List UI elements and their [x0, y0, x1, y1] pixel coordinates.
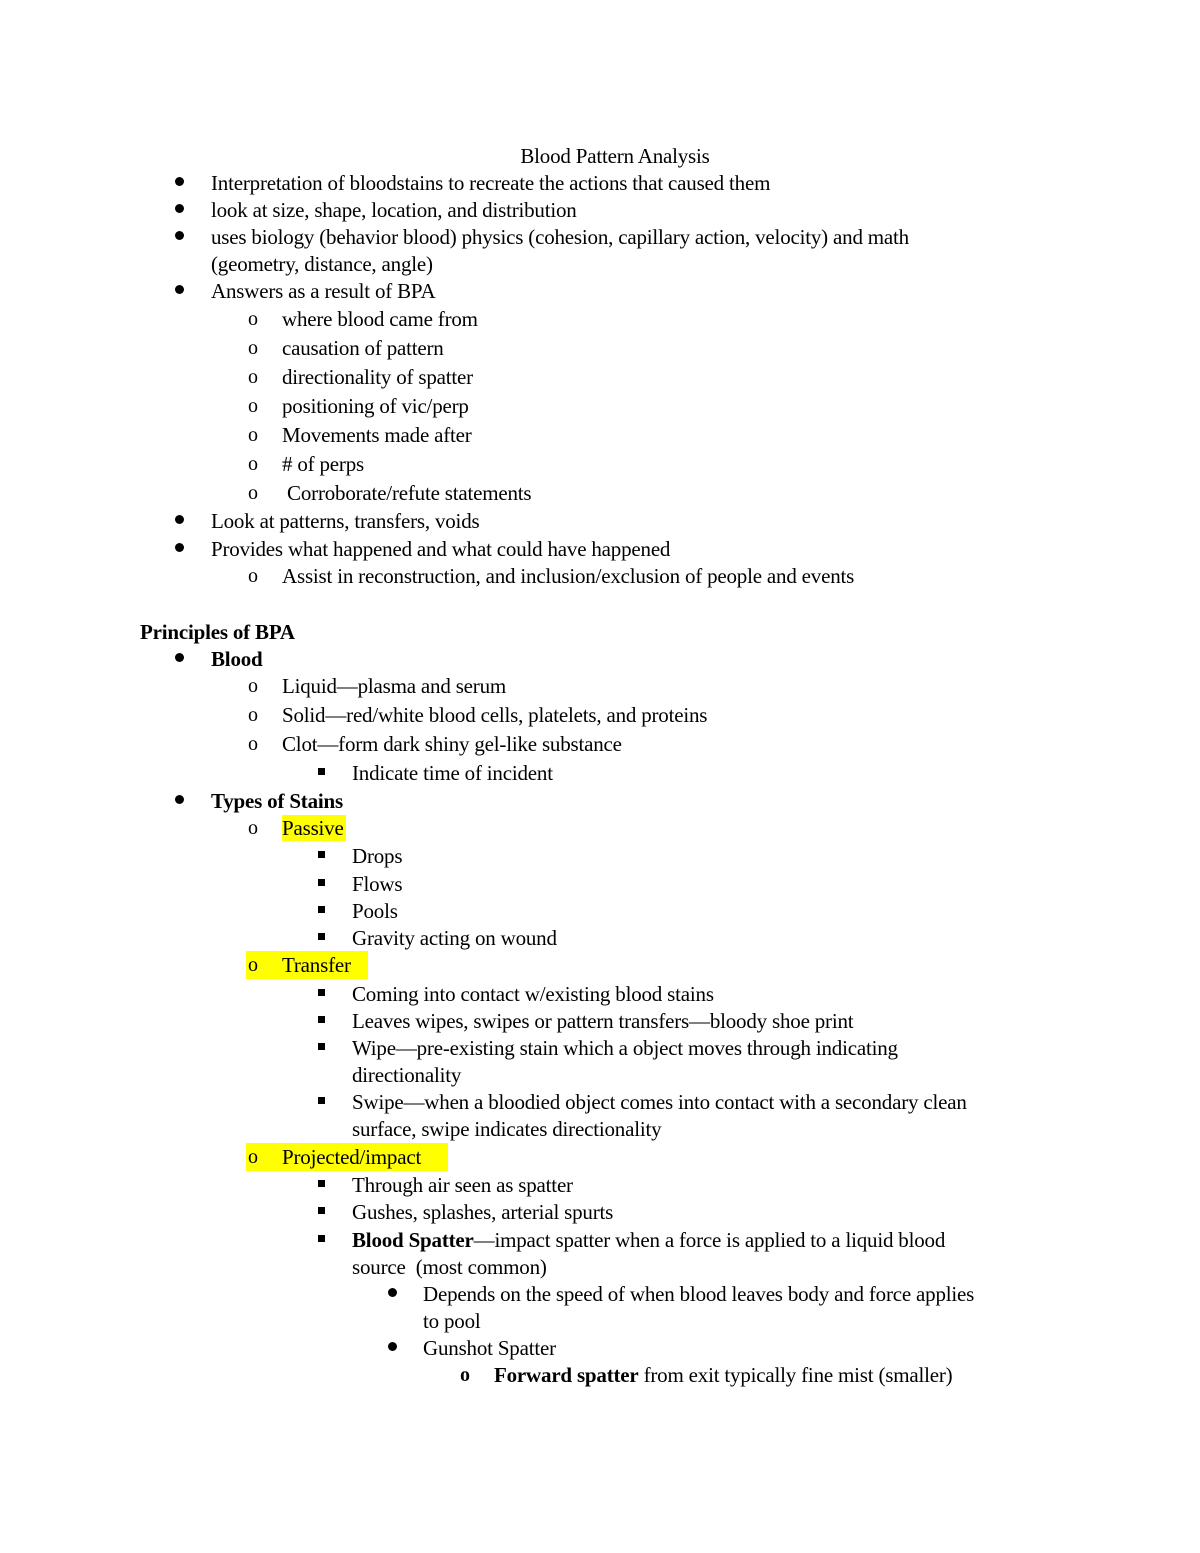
circle-marker: o [248, 1146, 258, 1168]
square-marker [318, 1097, 325, 1104]
bullet-marker [388, 1342, 397, 1351]
bullet-marker [175, 177, 184, 186]
intro-item: Provides what happened and what could have happened [211, 537, 671, 561]
square-marker [318, 1043, 325, 1050]
transfer-item: Leaves wipes, swipes or pattern transfers—bloody shoe print [352, 1009, 854, 1033]
spatter-item-continued: source (most common) [352, 1255, 547, 1279]
bullet-marker [175, 543, 184, 552]
circle-marker: o [248, 704, 258, 726]
bullet-marker [175, 653, 184, 662]
intro-item: Answers as a result of BPA [211, 279, 436, 303]
answer-item: # of perps [282, 452, 364, 476]
transfer-label: Transfer [282, 953, 351, 977]
answer-item: positioning of vic/perp [282, 394, 469, 418]
spatter-definition: —impact spatter when a force is applied to a liquid blood [473, 1228, 946, 1252]
transfer-item: Swipe—when a bloodied object comes into contact with a secondary clean [352, 1090, 967, 1114]
circle-marker: o [248, 366, 258, 388]
depends-item: Depends on the speed of when blood leaves body and force applies [423, 1282, 975, 1306]
page-title: Blood Pattern Analysis [520, 144, 710, 168]
bullet-marker [175, 515, 184, 524]
answer-item: causation of pattern [282, 336, 444, 360]
stains-heading: Types of Stains [211, 789, 343, 813]
square-marker [318, 1235, 325, 1242]
circle-marker: o [248, 482, 258, 504]
passive-item: Pools [352, 899, 398, 923]
square-marker [318, 1016, 325, 1023]
transfer-item-continued: directionality [352, 1063, 462, 1087]
bullet-marker [175, 795, 184, 804]
spatter-item [352, 1227, 945, 1253]
circle-marker: o [248, 954, 258, 976]
blood-item: Solid—red/white blood cells, platelets, and proteins [282, 703, 708, 727]
answer-item: directionality of spatter [282, 365, 473, 389]
circle-marker: o [248, 395, 258, 417]
circle-marker: o [248, 733, 258, 755]
square-marker [318, 1207, 325, 1214]
projected-item: Through air seen as spatter [352, 1173, 573, 1197]
gunshot-item: Gunshot Spatter [423, 1336, 556, 1360]
blood-item: Liquid—plasma and serum [282, 674, 507, 698]
circle-marker: o [460, 1364, 470, 1386]
forward-spatter-term: Forward spatter [494, 1363, 639, 1387]
transfer-item-continued: surface, swipe indicates directionality [352, 1117, 662, 1141]
circle-marker: o [248, 337, 258, 359]
forward-spatter-item [494, 1362, 952, 1388]
answer-item: where blood came from [282, 307, 478, 331]
circle-marker: o [248, 453, 258, 475]
square-marker [318, 989, 325, 996]
section-heading: Principles of BPA [140, 620, 295, 644]
blood-heading: Blood [211, 647, 263, 671]
square-marker [318, 906, 325, 913]
square-marker [318, 879, 325, 886]
answer-item: Movements made after [282, 423, 472, 447]
transfer-item: Coming into contact w/existing blood stains [352, 982, 714, 1006]
passive-item: Drops [352, 844, 403, 868]
square-marker [318, 933, 325, 940]
passive-label: Passive [282, 816, 344, 840]
bullet-marker [388, 1288, 397, 1297]
bullet-marker [175, 285, 184, 294]
circle-marker: o [248, 424, 258, 446]
circle-marker: o [248, 565, 258, 587]
square-marker [318, 768, 325, 775]
forward-spatter-definition: from exit typically fine mist (smaller) [638, 1363, 953, 1387]
transfer-item: Wipe—pre-existing stain which a object moves through indicating [352, 1036, 898, 1060]
intro-item: look at size, shape, location, and distribution [211, 198, 577, 222]
square-marker [318, 1180, 325, 1187]
intro-item: Interpretation of bloodstains to recreate the actions that caused them [211, 171, 771, 195]
projected-item: Gushes, splashes, arterial spurts [352, 1200, 614, 1224]
depends-item-continued: to pool [423, 1309, 481, 1333]
answer-item: Corroborate/refute statements [282, 481, 532, 505]
intro-item: Look at patterns, transfers, voids [211, 509, 480, 533]
blood-item: Clot—form dark shiny gel-like substance [282, 732, 622, 756]
spatter-term: Blood Spatter [352, 1228, 474, 1252]
intro-item: uses biology (behavior blood) physics (cohesion, capillary action, velocity) and math [211, 225, 909, 249]
projected-label: Projected/impact [282, 1145, 422, 1169]
bullet-marker [175, 231, 184, 240]
assist-item: Assist in reconstruction, and inclusion/exclusion of people and events [282, 564, 855, 588]
circle-marker: o [248, 817, 258, 839]
bullet-marker [175, 204, 184, 213]
square-marker [318, 851, 325, 858]
circle-marker: o [248, 308, 258, 330]
passive-item: Gravity acting on wound [352, 926, 557, 950]
passive-item: Flows [352, 872, 403, 896]
intro-item-continued: (geometry, distance, angle) [211, 252, 433, 276]
circle-marker: o [248, 675, 258, 697]
clot-sub-item: Indicate time of incident [352, 761, 553, 785]
